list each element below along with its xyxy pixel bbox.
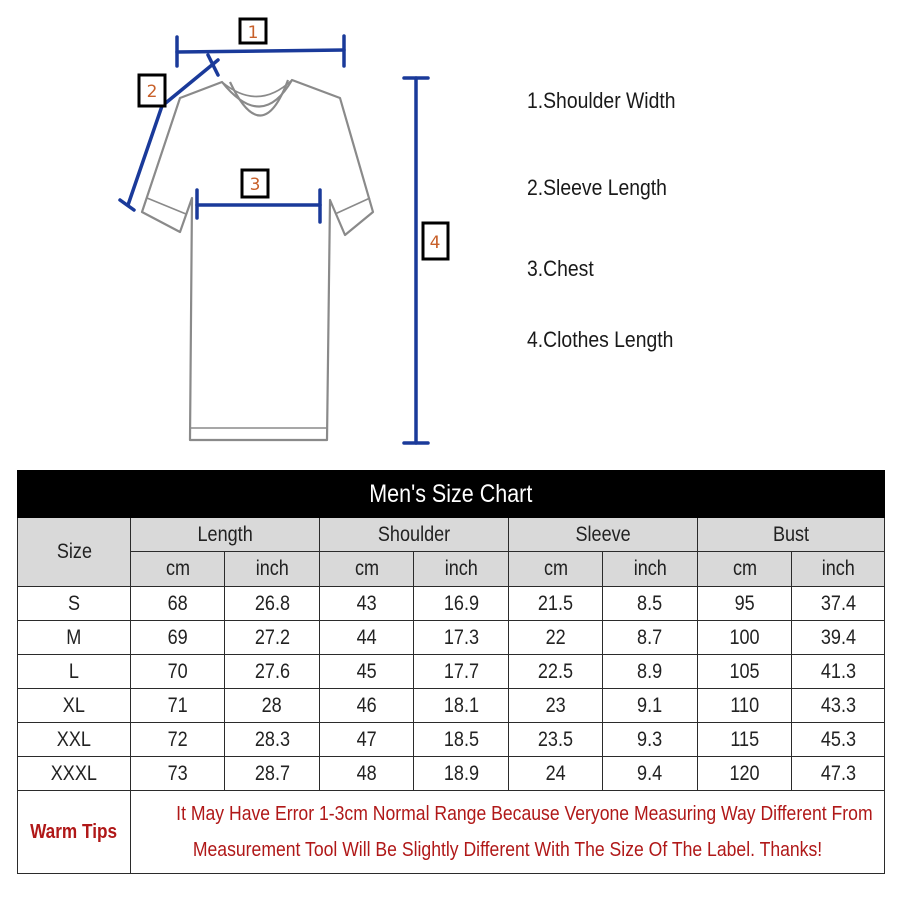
value-cell: 26.8 — [225, 587, 320, 621]
value-cell: 8.7 — [603, 621, 698, 655]
svg-text:1: 1 — [247, 23, 259, 43]
value-cell: 9.1 — [603, 689, 698, 723]
value-cell: 22.5 — [509, 655, 603, 689]
value-cell: 73 — [131, 757, 225, 791]
value-cell: 47 — [320, 723, 414, 757]
value-cell: 45 — [320, 655, 414, 689]
value-cell: 23 — [509, 689, 603, 723]
marker-4 — [423, 223, 448, 259]
value-cell: 47.3 — [792, 757, 885, 791]
table-row — [18, 723, 885, 757]
value-cell: 18.5 — [414, 723, 509, 757]
value-cell: 17.7 — [414, 655, 509, 689]
group-header-row — [18, 518, 885, 552]
value-cell: 46 — [320, 689, 414, 723]
marker-2 — [139, 75, 165, 106]
table-row — [18, 621, 885, 655]
value-cell: 72 — [131, 723, 225, 757]
unit-header: cm — [131, 552, 225, 587]
value-cell: 45.3 — [792, 723, 885, 757]
table-row — [18, 689, 885, 723]
value-cell: 9.3 — [603, 723, 698, 757]
value-cell: 8.9 — [603, 655, 698, 689]
value-cell: 68 — [131, 587, 225, 621]
legend-shoulder-width: 1.Shoulder Width — [527, 88, 676, 113]
table-title-row — [18, 471, 885, 518]
unit-header: cm — [509, 552, 603, 587]
warm-tips-text — [131, 791, 885, 874]
value-cell: 17.3 — [414, 621, 509, 655]
value-cell: 69 — [131, 621, 225, 655]
unit-header: inch — [792, 552, 885, 587]
value-cell: 18.9 — [414, 757, 509, 791]
value-cell: 22 — [509, 621, 603, 655]
value-cell: 27.2 — [225, 621, 320, 655]
value-cell: 120 — [698, 757, 792, 791]
unit-header: inch — [225, 552, 320, 587]
value-cell: 37.4 — [792, 587, 885, 621]
value-cell: 28.3 — [225, 723, 320, 757]
unit-header: cm — [698, 552, 792, 587]
group-header-length: Length — [131, 518, 320, 552]
value-cell: 48 — [320, 757, 414, 791]
value-cell: 16.9 — [414, 587, 509, 621]
size-cell: XXL — [18, 723, 131, 757]
unit-header: inch — [414, 552, 509, 587]
legend-chest: 3.Chest — [527, 256, 594, 281]
value-cell: 23.5 — [509, 723, 603, 757]
marker-3 — [242, 170, 268, 197]
legend-sleeve-length: 2.Sleeve Length — [527, 175, 667, 200]
value-cell: 28.7 — [225, 757, 320, 791]
svg-text:3: 3 — [249, 175, 261, 195]
warm-tips-line-2: Measurement Tool Will Be Slightly Different With The Size Of The Label. Thanks! — [192, 839, 823, 861]
value-cell: 71 — [131, 689, 225, 723]
size-cell: XL — [18, 689, 131, 723]
tshirt-outline — [142, 80, 373, 440]
warm-tips-label: Warm Tips — [18, 791, 131, 874]
svg-text:2: 2 — [146, 82, 158, 102]
unit-header: inch — [603, 552, 698, 587]
size-rows — [18, 587, 885, 791]
group-header-sleeve: Sleeve — [509, 518, 698, 552]
warm-tips-line-1: It May Have Error 1-3cm Normal Range Because Veryone Measuring Way Different From — [176, 803, 873, 825]
value-cell: 28 — [225, 689, 320, 723]
legend-clothes-length: 4.Clothes Length — [527, 327, 674, 352]
warm-tips-row — [18, 791, 885, 874]
value-cell: 100 — [698, 621, 792, 655]
group-header-bust: Bust — [698, 518, 885, 552]
value-cell: 9.4 — [603, 757, 698, 791]
value-cell: 8.5 — [603, 587, 698, 621]
value-cell: 115 — [698, 723, 792, 757]
value-cell: 24 — [509, 757, 603, 791]
value-cell: 95 — [698, 587, 792, 621]
value-cell: 41.3 — [792, 655, 885, 689]
value-cell: 43.3 — [792, 689, 885, 723]
value-cell: 39.4 — [792, 621, 885, 655]
value-cell: 27.6 — [225, 655, 320, 689]
svg-text:4: 4 — [429, 233, 441, 253]
size-cell: M — [18, 621, 131, 655]
table-row — [18, 587, 885, 621]
value-cell: 44 — [320, 621, 414, 655]
value-cell: 105 — [698, 655, 792, 689]
table-row — [18, 757, 885, 791]
unit-header: cm — [320, 552, 414, 587]
group-header-shoulder: Shoulder — [320, 518, 509, 552]
value-cell: 70 — [131, 655, 225, 689]
marker-1 — [240, 19, 266, 43]
table-title: Men's Size Chart — [18, 471, 885, 518]
value-cell: 18.1 — [414, 689, 509, 723]
size-header: Size — [18, 518, 131, 587]
size-cell: S — [18, 587, 131, 621]
table-row — [18, 655, 885, 689]
size-chart-table — [17, 470, 885, 874]
unit-header-row — [18, 552, 885, 587]
value-cell: 110 — [698, 689, 792, 723]
size-cell: XXXL — [18, 757, 131, 791]
value-cell: 21.5 — [509, 587, 603, 621]
value-cell: 43 — [320, 587, 414, 621]
size-cell: L — [18, 655, 131, 689]
